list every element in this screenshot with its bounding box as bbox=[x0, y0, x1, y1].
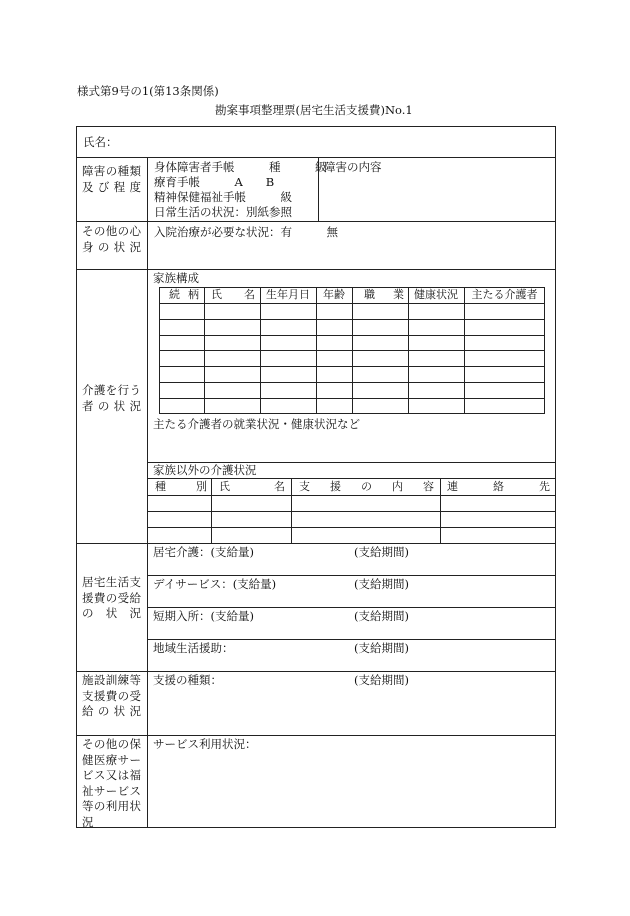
other-care-table bbox=[147, 478, 556, 543]
family-header-name: 氏名 bbox=[211, 288, 255, 301]
other-care-title: 家族以外の介護状況 bbox=[153, 463, 257, 477]
disability-line-1: 身体障害者手帳 種 級 bbox=[154, 160, 327, 174]
home-care-period: (支給期間) bbox=[354, 545, 409, 559]
family-header-occupation: 職業 bbox=[364, 288, 404, 301]
other-header-type: 種別 bbox=[155, 480, 207, 493]
disability-line-4: 日常生活の状況：別紙参照 bbox=[154, 205, 292, 219]
main-caregiver-note: 主たる介護者の就業状況・健康状況など bbox=[153, 417, 360, 431]
disability-line-2: 療育手帳 A B bbox=[154, 175, 275, 189]
disability-label: 障害の種類及び程度 bbox=[82, 164, 141, 194]
name-label: 氏名： bbox=[83, 135, 118, 149]
family-composition-title: 家族構成 bbox=[153, 271, 199, 285]
form-number: 様式第9号の1(第13条関係) bbox=[77, 84, 219, 98]
other-services-label: その他の保健医療サービス又は福祉サービス等の利用状況 bbox=[82, 737, 141, 829]
service-usage-status: サービス利用状況： bbox=[153, 737, 257, 751]
mental-physical-label: その他の心身の状況 bbox=[82, 224, 141, 254]
community-living-support: 地域生活援助： bbox=[153, 641, 234, 655]
family-table bbox=[159, 287, 545, 414]
other-header-name: 氏名 bbox=[219, 480, 285, 493]
short-stay-period: (支給期間) bbox=[354, 609, 409, 623]
hospitalization-status: 入院治療が必要な状況：有 無 bbox=[154, 225, 338, 239]
community-living-period: (支給期間) bbox=[354, 641, 409, 655]
page-title: 勘案事項整理票(居宅生活支援費)No.1 bbox=[215, 103, 413, 117]
facility-support-label: 施設訓練等支援費の受給の状況 bbox=[82, 673, 141, 718]
family-header-birthdate: 生年月日 bbox=[266, 288, 310, 301]
day-service-period: (支給期間) bbox=[354, 577, 409, 591]
disability-content-label: 障害の内容 bbox=[324, 160, 382, 174]
home-care-amount: 居宅介護：(支給量) bbox=[153, 545, 254, 559]
family-header-main-caregiver: 主たる介護者 bbox=[471, 288, 538, 301]
family-header-relation: 続柄 bbox=[169, 288, 199, 301]
family-header-age: 年齢 bbox=[323, 288, 345, 301]
day-service-amount: デイサービス：(支給量) bbox=[153, 577, 277, 591]
family-header-health: 健康状況 bbox=[414, 288, 458, 301]
facility-support-period: (支給期間) bbox=[354, 673, 409, 687]
disability-line-3: 精神保健福祉手帳 級 bbox=[154, 190, 292, 204]
caregiver-label: 介護を行う者の状況 bbox=[82, 383, 141, 413]
other-header-support: 支援の内容 bbox=[299, 480, 434, 493]
home-support-label: 居宅生活支援費の受給の状況 bbox=[82, 575, 141, 620]
other-header-contact: 連絡先 bbox=[447, 480, 550, 493]
short-stay-amount: 短期入所：(支給量) bbox=[153, 609, 254, 623]
facility-support-type: 支援の種類： bbox=[153, 673, 222, 687]
